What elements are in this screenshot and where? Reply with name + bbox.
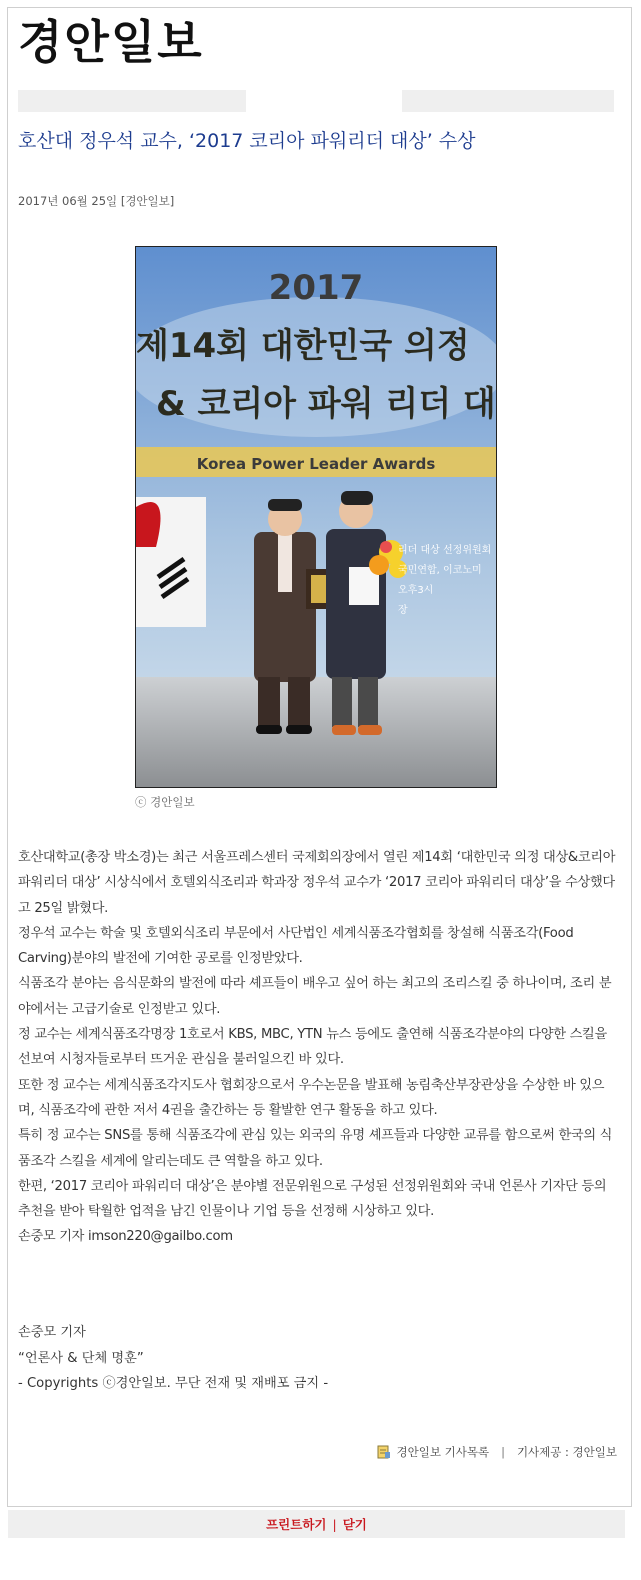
paragraph: 특히 정 교수는 SNS를 통해 식품조각에 관심 있는 외국의 유명 셰프들과 다양한 교류를 함으로써 한국의 식품조각 스킬을 세계에 알리는데도 큰 역할을 하고 있다. bbox=[18, 1128, 613, 1169]
photo-side-text-3: 오후3시 bbox=[398, 585, 434, 596]
photo-banner-english: Korea Power Leader Awards bbox=[196, 455, 436, 473]
footer-divider: | bbox=[501, 1445, 505, 1459]
photo-side-text-2: 국민연합, 이코노미 bbox=[398, 565, 482, 576]
photo-banner-year: 2017 bbox=[268, 268, 364, 308]
print-button[interactable]: 프린트하기 bbox=[266, 1517, 327, 1532]
photo-banner-line2: & 코리아 파워 리더 대 bbox=[156, 384, 496, 424]
article-title: 호산대 정우석 교수, ‘2017 코리아 파워리더 대상’ 수상 bbox=[18, 130, 476, 152]
photo-side-text-1: 리더 대상 선정위원회 bbox=[398, 545, 492, 556]
article-date: 2017년 06월 25일 [경안일보] bbox=[18, 194, 175, 208]
bottom-action-bar bbox=[8, 1510, 625, 1538]
article-signature bbox=[18, 1320, 328, 1397]
article-list-link[interactable]: 경안일보 기사목록 bbox=[396, 1445, 490, 1459]
article-footer bbox=[377, 1444, 617, 1460]
article-provider: 기사제공 : 경안일보 bbox=[516, 1445, 617, 1459]
photo-caption: ⓒ 경안일보 bbox=[135, 795, 195, 809]
paragraph: 정 교수는 세계식품조각명장 1호로서 KBS, MBC, YTN 뉴스 등에도 출연해 식품조각분야의 다양한 스킬을 선보여 시청자들로부터 뜨거운 관심을 불러일으킨 바 있다. bbox=[18, 1027, 607, 1068]
copyright-notice: - Copyrights ⓒ경안일보. 무단 전재 및 재배포 금지 - bbox=[18, 1376, 329, 1391]
header-bar-left bbox=[18, 90, 246, 112]
paragraph: 식품조각 분야는 음식문화의 발전에 따라 셰프들이 배우고 싶어 하는 최고의 조리스킬 중 하나이며, 조리 분야에서는 고급기술로 인정받고 있다. bbox=[18, 976, 612, 1017]
document-list-icon bbox=[377, 1445, 391, 1459]
paragraph: 정우석 교수는 학술 및 호텔외식조리 부문에서 사단법인 세계식품조각협회를 창설해 식품조각(Food Carving)분야의 발전에 기여한 공로를 인정받았다. bbox=[18, 925, 574, 967]
paragraph: 호산대학교(총장 박소경)는 최근 서울프레스센터 국제회의장에서 열린 제14회 ‘대한민국 의정 대상&코리아 파워리더 대상’ 시상식에서 호텔외식조리과 학과장 정우석 교수가 ‘2017 코리아 파워리더 대상’을 수상했다고 25일 밝혔다. bbox=[18, 850, 616, 916]
close-button[interactable]: 닫기 bbox=[342, 1517, 367, 1532]
reporter-email-line: 손중모 기자 imson220@gailbo.com bbox=[18, 1229, 233, 1245]
photo-banner-line1: 제14회 대한민국 의정 bbox=[136, 326, 470, 366]
header-bar-right bbox=[402, 90, 614, 112]
site-logo[interactable]: 경안일보 bbox=[14, 14, 208, 70]
article-photo bbox=[135, 246, 497, 788]
reporter-name: 손중모 기자 bbox=[18, 1325, 86, 1340]
article-body bbox=[18, 845, 618, 1250]
photo-side-text-4: 장 bbox=[398, 605, 408, 616]
paragraph: 한편, ‘2017 코리아 파워리더 대상’은 분야별 전문위원으로 구성된 선정위원회와 국내 언론사 기자단 등의 추천을 받아 탁월한 업적을 남긴 인물이나 기업 등을 선정해 시상하고 있다. bbox=[18, 1178, 607, 1220]
motto: “언론사 & 단체 명훈” bbox=[18, 1350, 144, 1366]
paragraph: 또한 정 교수는 세계식품조각지도사 협회장으로서 우수논문을 발표해 농림축산부장관상을 수상한 바 있으며, 식품조각에 관한 저서 4권을 출간하는 등 활발한 연구 활동을 하고 있다. bbox=[18, 1077, 605, 1118]
bottom-divider: | bbox=[332, 1516, 337, 1532]
